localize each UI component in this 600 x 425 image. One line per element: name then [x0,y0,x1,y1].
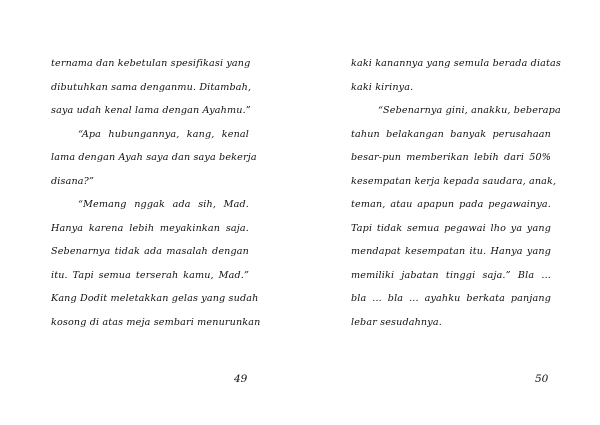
text-line: kaki kirinya. [351,81,414,93]
text-line: lebar sesudahnya. [351,316,442,328]
text-line: Tapi tidak semua pegawai lho ya yang [351,222,551,234]
text-line: mendapat kesempatan itu. Hanya yang [351,246,551,257]
right-page [300,0,600,425]
text-line: ternama dan kebetulan spesifikasi yang [51,58,251,69]
page-number: 50 [535,373,549,385]
right-page-text [351,52,561,334]
text-line: Kang Dodit meletakkan gelas yang sudah [51,293,259,304]
text-line: Hanya karena lebih meyakinkan saja. [51,222,249,234]
text-line: tahun belakangan banyak perusahaan [351,128,551,140]
text-line: besar-pun memberikan lebih dari 50% [351,152,551,163]
text-line: kesempatan kerja kepada saudara, anak, [351,175,557,187]
text-line: itu. Tapi semua terserah kamu, Mad.” [51,269,249,281]
text-line: memiliki jabatan tinggi saja.” Bla ... [351,269,551,281]
text-line: “Apa hubungannya, kang, kenal [78,128,249,140]
text-line: Sebenarnya tidak ada masalah dengan [51,246,249,257]
text-line: disana?” [51,175,94,187]
text-line: kaki kanannya yang semula berada diatas [351,58,561,69]
text-line: dibutuhkan sama denganmu. Ditambah, [51,81,252,93]
text-line: “Memang nggak ada sih, Mad. [78,199,249,210]
text-line: teman, atau apapun pada pegawainya. [351,199,551,210]
page-number: 49 [234,373,248,385]
text-line: saya udah kenal lama dengan Ayahmu.” [51,105,251,116]
text-line: “Sebenarnya gini, anakku, beberapa [378,105,561,116]
text-line: lama dengan Ayah saya dan saya bekerja [51,152,257,163]
text-line: bla ... bla ... ayahku berkata panjang [351,293,551,304]
text-line: kosong di atas meja sembari menurunkan [51,316,261,328]
left-page-text [51,52,261,334]
